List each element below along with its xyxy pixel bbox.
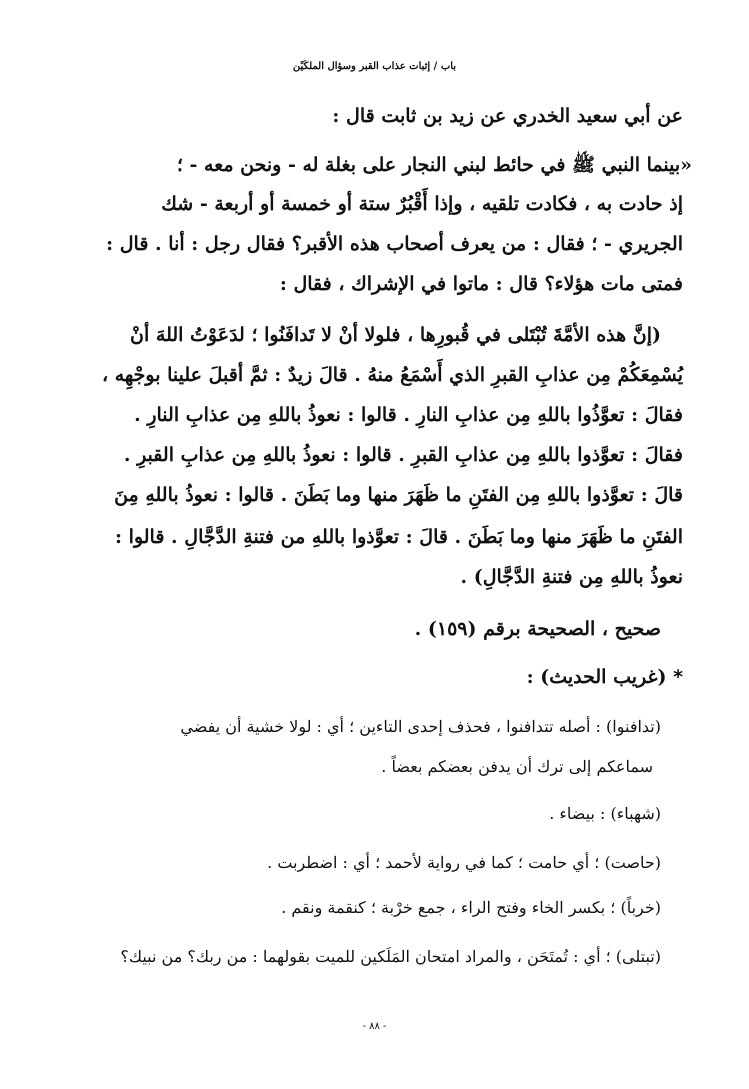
section-heading [527,662,683,692]
hadith-line: فقالَ : تعوَّذوا باللهِ مِن عذابِ القبرِ . قالوا : نعوذُ باللهِ مِن عذابِ القبرِ . [123,444,683,466]
hadith-line: الجريري - ؛ فقال : من يعرف أصحاب هذه الأقبر؟ فقال رجل : أنا . قال : [106,233,683,255]
note-line: (تدافنوا) : أصله تتدافنوا ، فحذف إحدى التاءين ؛ أي : لولا خشية أن يفضي [180,717,661,736]
star-icon: * [673,666,683,688]
section-heading-label: (غريب الحديث) : [526,666,667,688]
note-line: سماعكم إلى ترك أن يدفن بعضكم بعضاً . [381,757,653,776]
isnad-line: عن أبي سعيد الخدري عن زيد بن ثابت قال : [332,105,683,127]
hadith-line: «بينما النبي ﷺ في حائط لبني النجار على بغلة له - ونحن معه - ؛ [176,154,692,176]
note-line: (حاصت) ؛ أي حامت ؛ كما في رواية لأحمد ؛ أي : اضطربت . [267,853,661,872]
hadith-line: (إنَّ هذه الأمَّةَ تُبْتَلى في قُبورِها ، فلولا أنْ لا تَدافَنُوا ؛ لدَعَوْتُ اللهَ أنْ [130,324,661,346]
hadith-line: إذ حادت به ، فكادت تلقيه ، وإذا أَقْبُرٌ ستة أو خمسة أو أربعة - شك [161,193,683,215]
hadith-line: فمتى مات هؤلاء؟ قال : ماتوا في الإشراك ، فقال : [279,273,683,295]
hadith-line: الفتَنِ ما ظَهَرَ منها وما بَطَنَ . قالَ : تعوَّذوا باللهِ من فتنةِ الدَّجَّالِ . قالوا : [115,526,683,548]
note-line: (تبتلى) ؛ أي : تُمتَحَن ، والمراد امتحان المَلَكين للميت بقولهما : من ربك؟ من نبيك؟ [120,947,661,966]
page-number: - ٨٨ - [362,1021,387,1032]
grading-line: صحيح ، الصحيحة برقم (١٥٩) . [414,618,661,640]
chapter-title: باب / إثبات عذاب القبر وسؤال الملكَيْن [292,61,457,72]
note-line: (خرباً) ؛ بكسر الخاء وفتح الراء ، جمع خرْبة ؛ كنقمة ونقم . [281,898,661,917]
hadith-line: نعوذُ باللهِ مِن فتنةِ الدَّجَّالِ) . [460,566,683,588]
note-line: (شهباء) : بيضاء . [549,804,661,823]
hadith-line: يُسْمِعَكُمْ مِن عذابِ القبرِ الذي أَسْمَعُ منهُ . قالَ زيدٌ : ثمَّ أقبلَ علينا بوجْهِه ، [101,364,683,386]
hadith-line: قالَ : تعوَّذوا باللهِ مِن الفتَنِ ما ظَهَرَ منها وما بَطَنَ . قالوا : نعوذُ باللهِ مِنَ [114,484,683,506]
hadith-line: فقالَ : تعوَّذُوا باللهِ مِن عذابِ النارِ . قالوا : نعوذُ باللهِ مِن عذابِ النارِ . [134,404,683,426]
